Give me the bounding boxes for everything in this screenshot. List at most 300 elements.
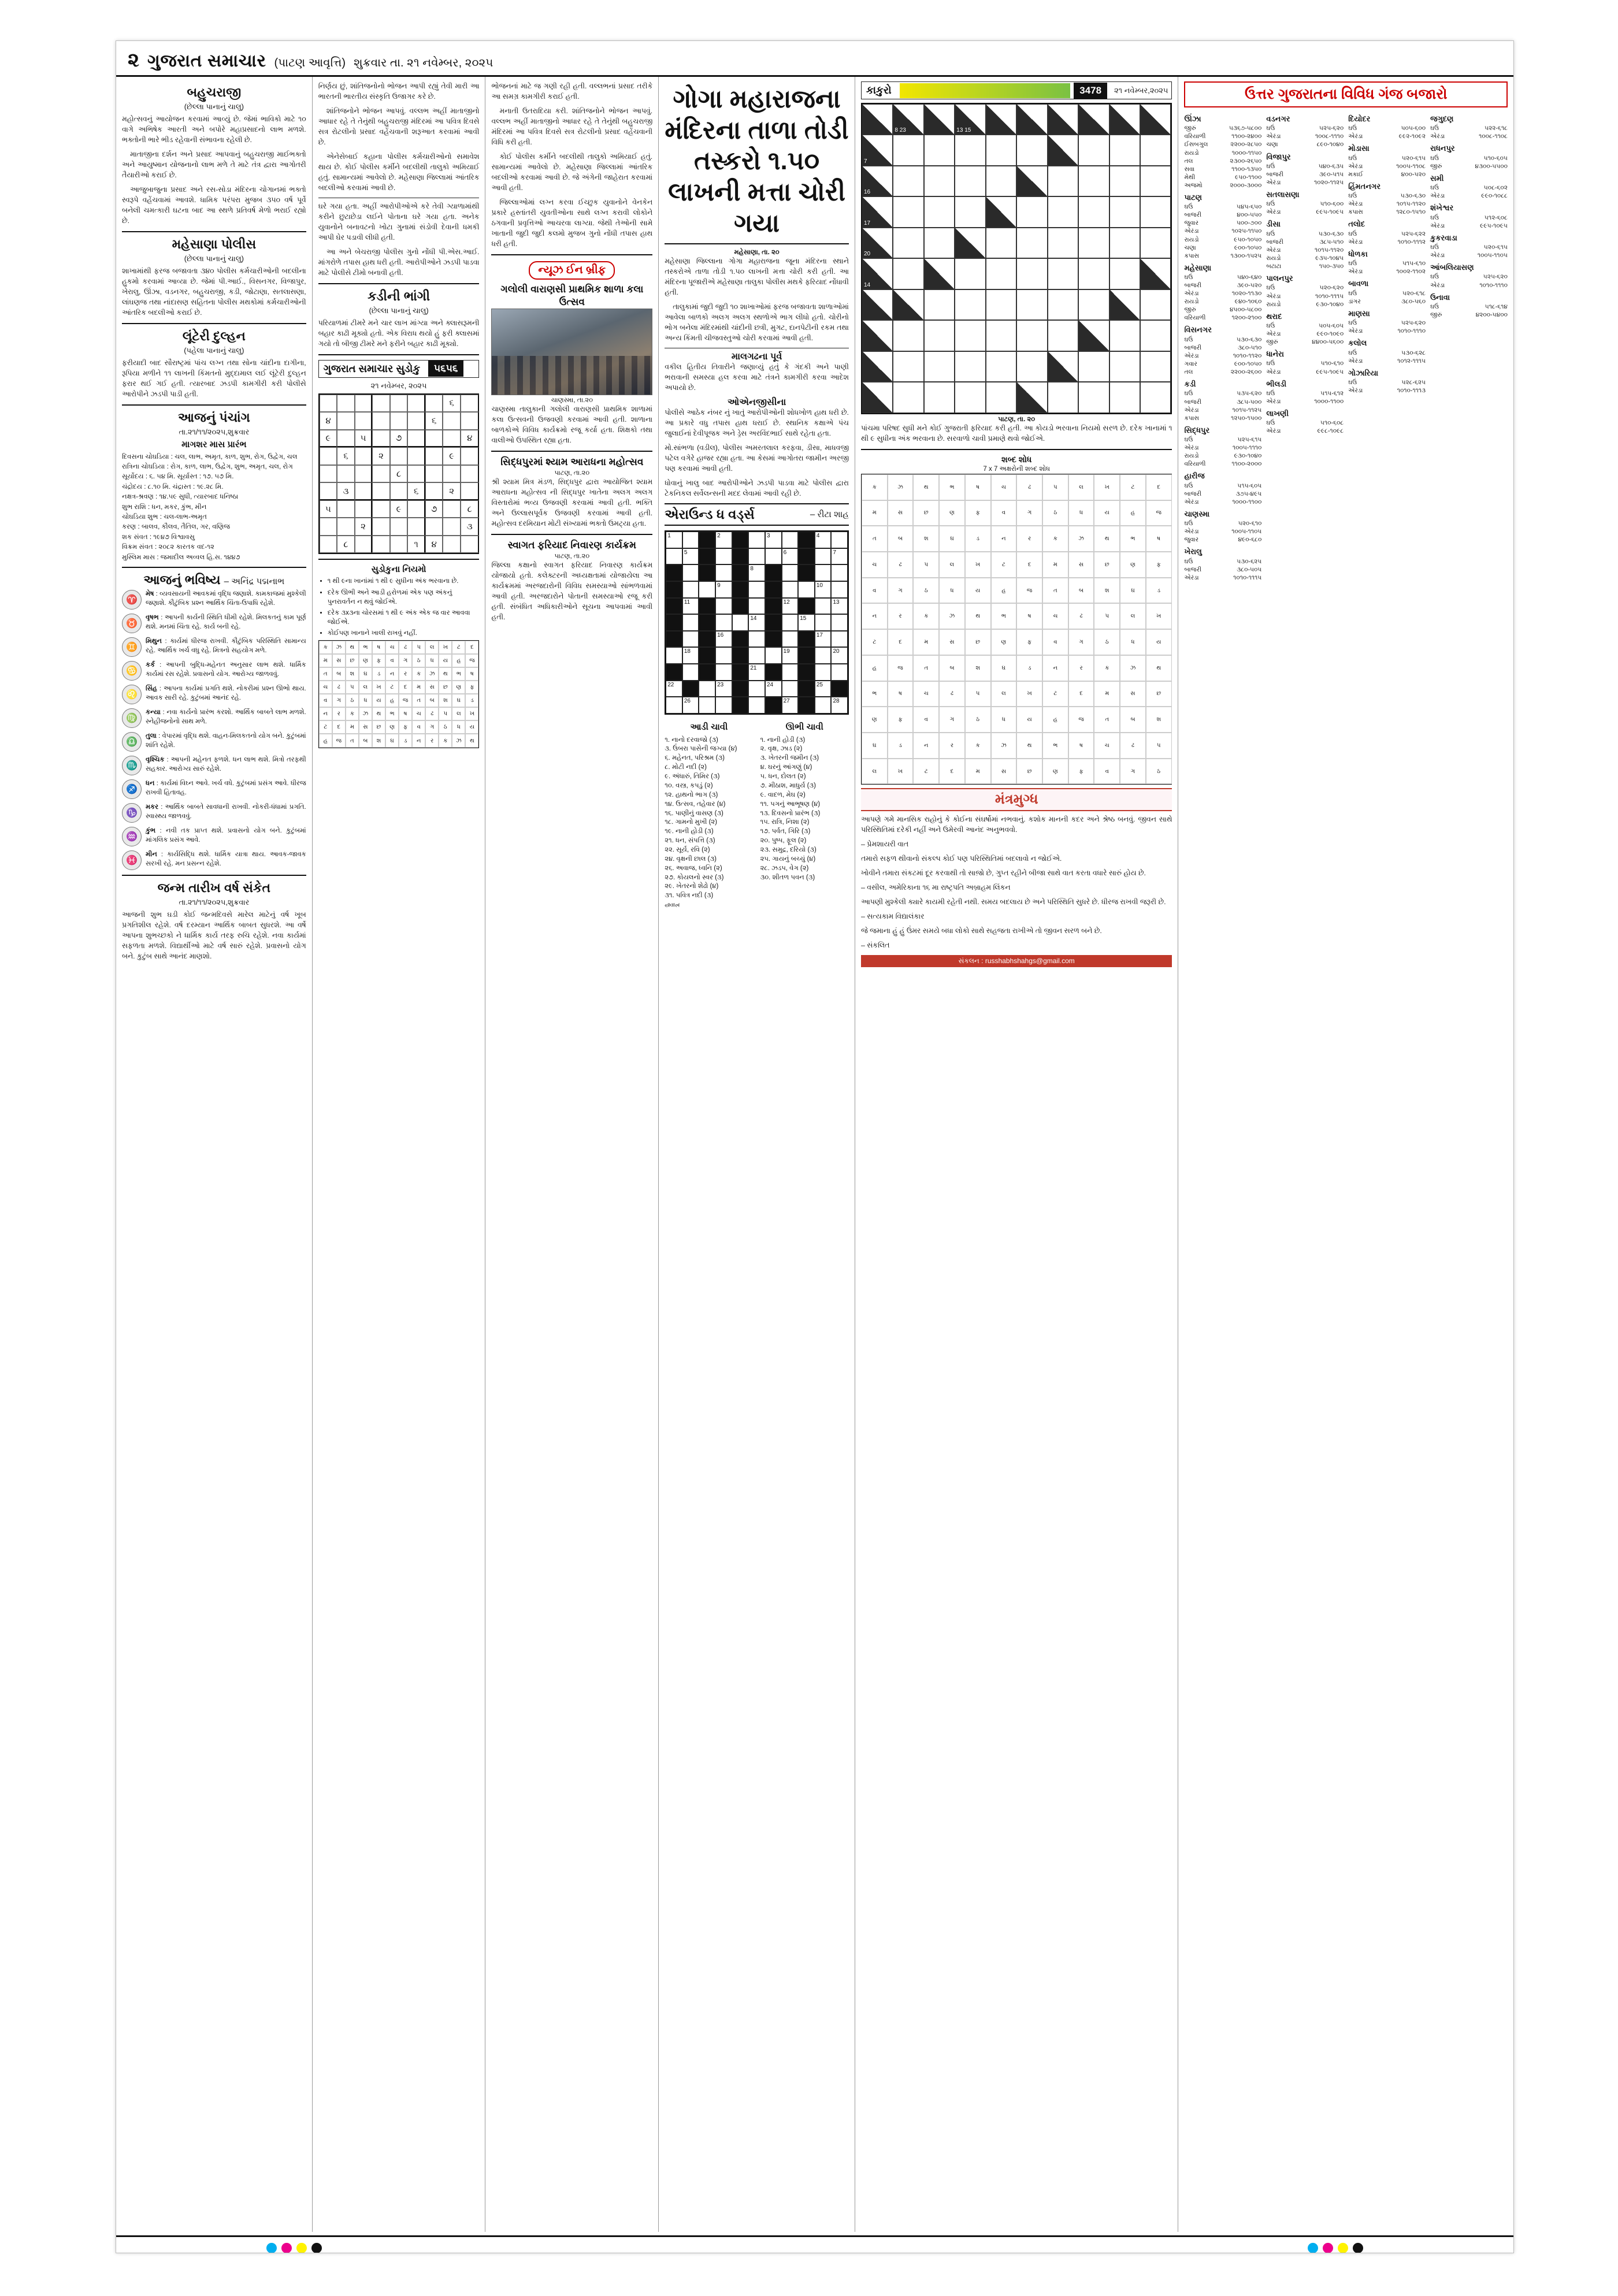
word-search-cell[interactable]: ઠ [412,654,425,667]
sudoku-cell[interactable]: ૫ [355,430,373,448]
word-search-cell[interactable]: લ [1120,603,1146,629]
crossword-cell[interactable] [748,647,765,664]
crossword-cell[interactable] [748,631,765,648]
word-search-cell[interactable]: ખ [439,641,452,654]
kakuro-cell[interactable] [1140,320,1171,351]
word-search-cell[interactable]: દ [332,720,346,734]
crossword-cell[interactable] [682,631,699,648]
kakuro-cell[interactable] [893,382,923,413]
word-search-grid[interactable] [318,640,480,748]
sudoku-cell[interactable] [337,412,355,430]
crossword-cell[interactable] [815,564,832,581]
word-search-cell[interactable]: વ [319,694,332,707]
word-search-cell[interactable]: ડ [965,526,991,552]
word-search-cell[interactable]: ઝ [1068,526,1094,552]
sudoku-cell[interactable]: ૪ [320,412,337,430]
word-search-cell[interactable]: ડ [372,667,385,681]
word-search-cell[interactable]: ઝ [1120,655,1146,681]
crossword-cell[interactable] [666,647,682,664]
word-search-cell[interactable]: ઢ [399,641,412,654]
word-search-cell[interactable]: ઘ [452,694,465,707]
word-search-cell[interactable]: જ [1068,707,1094,733]
crossword-cell[interactable] [831,564,848,581]
word-search-cell[interactable]: ધ [939,578,965,604]
crossword-cell[interactable] [715,681,732,697]
word-search-cell[interactable]: ડ [888,733,914,759]
sudoku-cell[interactable] [337,465,355,483]
sudoku-cell[interactable] [320,465,337,483]
sudoku-cell[interactable] [355,536,373,553]
word-search-cell[interactable]: ણ [1042,759,1068,785]
word-search-cell[interactable]: ટ [385,681,399,694]
crossword-cell[interactable] [782,598,799,615]
word-search-cell[interactable]: ઢ [1068,603,1094,629]
sudoku-cell[interactable] [407,518,425,536]
kakuro-cell[interactable] [1078,228,1109,258]
word-search-cell[interactable]: ક [319,641,332,654]
word-search-cell[interactable]: ત [1042,578,1068,604]
sudoku-cell[interactable] [320,536,337,553]
word-search-cell[interactable]: વ [991,500,1017,526]
crossword-cell[interactable] [765,548,782,565]
sudoku-cell[interactable] [443,536,461,553]
sudoku-cell[interactable] [443,465,461,483]
word-search-cell[interactable]: સ [1068,552,1094,578]
word-search-cell[interactable]: લ [862,759,888,785]
word-search-cell[interactable]: હ [319,734,332,747]
word-search-cell[interactable]: ક [346,707,359,720]
word-search-cell[interactable]: શ [439,694,452,707]
word-search-cell[interactable]: છ [1094,552,1120,578]
word-search-cell[interactable]: પ [913,552,939,578]
kakuro-cell[interactable] [955,351,985,382]
word-search-cell[interactable]: સ [888,500,914,526]
word-search-cell[interactable]: ય [372,694,385,707]
word-search-cell[interactable]: ફ [399,720,412,734]
word-search-cell[interactable]: ઝ [332,641,346,654]
word-search-cell[interactable]: પ [412,641,425,654]
word-search-cell[interactable]: ઘ [862,733,888,759]
sudoku-cell[interactable]: ૯ [443,447,461,465]
sudoku-cell[interactable]: ૩ [337,482,355,500]
word-search-cell[interactable]: ઢ [939,681,965,707]
word-search-cell[interactable]: શ [965,655,991,681]
word-search-cell[interactable]: ઠ [439,720,452,734]
word-search-cell[interactable]: દ [939,759,965,785]
word-search-cell[interactable]: થ [1146,655,1172,681]
word-search-cell[interactable]: ફ [1068,759,1094,785]
crossword-cell[interactable] [682,548,699,565]
crossword-cell[interactable] [815,548,832,565]
sudoku-cell[interactable] [390,447,408,465]
word-search-cell[interactable]: ક [913,603,939,629]
crossword-cell[interactable] [765,681,782,697]
word-search-cell[interactable]: દ [888,629,914,655]
word-search-cell[interactable]: ઠ [913,578,939,604]
sudoku-cell[interactable]: ૮ [390,465,408,483]
word-search-cell[interactable]: મ [412,681,425,694]
word-search-cell[interactable]: મ [965,759,991,785]
sudoku-cell[interactable] [320,518,337,536]
kakuro-cell[interactable] [924,166,955,196]
word-search-cell[interactable]: ગ [1068,629,1094,655]
crossword-cell[interactable] [715,614,732,631]
word-search-cell[interactable]: ટ [452,641,465,654]
kakuro-cell[interactable] [893,166,923,196]
word-search-cell[interactable]: ષ [965,474,991,500]
sudoku-cell[interactable] [461,395,478,413]
word-search-cell[interactable]: ન [1042,655,1068,681]
word-search-cell[interactable]: લ [359,681,372,694]
word-search-cell[interactable]: બ [359,734,372,747]
word-search-cell[interactable]: ણ [359,654,372,667]
kakuro-cell[interactable] [1140,289,1171,320]
word-search-cell[interactable]: ધ [452,720,465,734]
word-search-cell[interactable]: ન [412,734,425,747]
word-search-cell[interactable]: ઢ [425,707,439,720]
word-search-cell[interactable]: ચ [385,641,399,654]
word-search-cell[interactable]: થ [346,641,359,654]
sudoku-cell[interactable] [355,465,373,483]
word-search-cell[interactable]: લ [452,707,465,720]
word-search-cell[interactable]: ભ [991,603,1017,629]
sudoku-cell[interactable] [337,430,355,448]
kakuro-cell[interactable] [986,351,1016,382]
sudoku-cell[interactable] [372,412,390,430]
word-search-cell[interactable]: ચ [412,707,425,720]
sudoku-cell[interactable]: ૫ [320,500,337,518]
crossword-cell[interactable] [748,532,765,548]
word-search-cell[interactable]: ત [346,734,359,747]
kakuro-cell[interactable] [1016,320,1047,351]
word-search-cell[interactable]: ટ [862,629,888,655]
kakuro-cell[interactable] [986,289,1016,320]
crossword-cell[interactable] [782,681,799,697]
word-search-cell[interactable]: શ [372,734,385,747]
crossword-cell[interactable] [782,548,799,565]
kakuro-cell[interactable] [893,320,923,351]
word-search-cell[interactable]: વ [1042,629,1068,655]
sudoku-cell[interactable]: ૬ [443,395,461,413]
crossword-cell[interactable] [782,631,799,648]
kakuro-cell[interactable] [955,166,985,196]
sudoku-cell[interactable] [372,482,390,500]
kakuro-cell[interactable] [1048,320,1078,351]
sudoku-cell[interactable] [407,430,425,448]
kakuro-cell[interactable] [1048,228,1078,258]
crossword-cell[interactable] [782,564,799,581]
word-search-cell[interactable]: ર [939,733,965,759]
word-search-cell[interactable]: ર [332,707,346,720]
sudoku-cell[interactable] [425,395,443,413]
crossword-cell[interactable] [715,631,732,648]
word-search-cell[interactable]: દ [399,681,412,694]
kakuro-cell[interactable] [1016,135,1047,165]
sudoku-cell[interactable] [443,518,461,536]
kakuro-cell[interactable] [924,351,955,382]
kakuro-cell[interactable] [1140,196,1171,227]
kakuro-cell[interactable] [1109,382,1140,413]
word-search-cell[interactable]: શ [1094,578,1120,604]
word-search-cell[interactable]: ઢ [1016,474,1042,500]
crossword-cell[interactable] [748,681,765,697]
word-search-cell[interactable]: પ [1042,474,1068,500]
word-search-cell[interactable]: ધ [359,694,372,707]
word-search-cell[interactable]: ઝ [452,734,465,747]
word-search-cell[interactable]: થ [965,603,991,629]
sudoku-cell[interactable] [372,500,390,518]
word-search-cell[interactable]: દ [1068,681,1094,707]
sudoku-cell[interactable] [355,395,373,413]
word-search-cell[interactable]: ક [439,734,452,747]
word-search-cell[interactable]: ઝ [939,603,965,629]
word-search-cell[interactable]: પ [965,681,991,707]
kakuro-cell[interactable] [986,382,1016,413]
sudoku-cell[interactable]: ૨ [372,447,390,465]
sudoku-cell[interactable]: ૨ [355,518,373,536]
word-search-cell[interactable]: છ [1016,759,1042,785]
crossword-cell[interactable] [831,548,848,565]
kakuro-cell[interactable] [955,258,985,289]
sudoku-cell[interactable] [461,465,478,483]
word-search-big-grid[interactable] [861,474,1172,785]
sudoku-cell[interactable] [425,430,443,448]
word-search-cell[interactable]: થ [439,667,452,681]
kakuro-cell[interactable] [955,196,985,227]
kakuro-cell[interactable] [986,258,1016,289]
word-search-cell[interactable]: ન [913,733,939,759]
crossword-cell[interactable] [666,697,682,714]
crossword-cell[interactable] [699,581,715,598]
word-search-cell[interactable]: ય [1146,629,1172,655]
word-search-cell[interactable]: સ [332,654,346,667]
crossword-cell[interactable] [782,581,799,598]
kakuro-cell[interactable] [1078,258,1109,289]
crossword-cell[interactable] [815,664,832,681]
sudoku-cell[interactable]: ૭ [425,500,443,518]
word-search-cell[interactable]: ચ [862,552,888,578]
word-search-cell[interactable]: ઢ [888,552,914,578]
word-search-cell[interactable]: ઝ [991,733,1017,759]
crossword-cell[interactable] [666,548,682,565]
sudoku-cell[interactable] [320,395,337,413]
word-search-cell[interactable]: મ [319,654,332,667]
word-search-cell[interactable]: છ [346,654,359,667]
word-search-cell[interactable]: બ [1120,707,1146,733]
word-search-cell[interactable]: ડ [465,694,478,707]
word-search-cell[interactable]: ઢ [332,681,346,694]
kakuro-grid[interactable] [861,103,1172,414]
word-search-cell[interactable]: ય [1094,500,1120,526]
word-search-cell[interactable]: સ [1120,681,1146,707]
word-search-cell[interactable]: સ [425,681,439,694]
sudoku-cell[interactable]: ૯ [390,500,408,518]
sudoku-cell[interactable] [461,536,478,553]
word-search-cell[interactable]: વ [862,578,888,604]
word-search-cell[interactable]: જ [888,655,914,681]
kakuro-cell[interactable] [924,135,955,165]
crossword-cell[interactable] [765,532,782,548]
word-search-cell[interactable]: ષ [1068,733,1094,759]
word-search-cell[interactable]: ખ [465,707,478,720]
word-search-cell[interactable]: શ [913,526,939,552]
word-search-cell[interactable]: જ [332,734,346,747]
sudoku-cell[interactable]: ૪ [425,536,443,553]
kakuro-cell[interactable] [1016,289,1047,320]
kakuro-cell[interactable] [924,196,955,227]
crossword-cell[interactable] [782,532,799,548]
sudoku-cell[interactable] [320,447,337,465]
crossword-cell[interactable] [831,697,848,714]
word-search-cell[interactable]: લ [425,641,439,654]
word-search-cell[interactable]: ઘ [991,655,1017,681]
word-search-cell[interactable]: જ [1016,578,1042,604]
crossword-cell[interactable] [682,598,699,615]
kakuro-cell[interactable] [1048,382,1078,413]
word-search-cell[interactable]: ટ [991,552,1017,578]
sudoku-cell[interactable] [355,447,373,465]
word-search-cell[interactable]: ગ [399,654,412,667]
crossword-cell[interactable] [682,664,699,681]
word-search-cell[interactable]: લ [1068,474,1094,500]
crossword-cell[interactable] [715,664,732,681]
word-search-cell[interactable]: બ [425,694,439,707]
word-search-cell[interactable]: હ [1120,500,1146,526]
kakuro-cell[interactable] [1109,196,1140,227]
word-search-cell[interactable]: ટ [319,720,332,734]
kakuro-cell[interactable] [1016,258,1047,289]
kakuro-cell[interactable] [893,258,923,289]
sudoku-cell[interactable] [390,395,408,413]
word-search-cell[interactable]: ર [1016,526,1042,552]
kakuro-cell[interactable] [1109,258,1140,289]
sudoku-cell[interactable] [407,447,425,465]
crossword-cell[interactable] [715,564,732,581]
crossword-cell[interactable] [682,614,699,631]
sudoku-cell[interactable] [443,412,461,430]
word-search-cell[interactable]: ઘ [939,526,965,552]
sudoku-cell[interactable] [372,395,390,413]
crossword-cell[interactable] [699,697,715,714]
word-search-cell[interactable]: શ [1146,707,1172,733]
crossword-cell[interactable] [682,581,699,598]
crossword-cell[interactable] [815,631,832,648]
word-search-cell[interactable]: લ [939,552,965,578]
word-search-cell[interactable]: હ [862,655,888,681]
word-search-cell[interactable]: ડ [1016,655,1042,681]
word-search-cell[interactable]: ખ [1094,474,1120,500]
word-search-cell[interactable]: ખ [965,552,991,578]
sudoku-cell[interactable] [390,536,408,553]
word-search-cell[interactable]: ષ [1016,603,1042,629]
word-search-cell[interactable]: લ [991,681,1017,707]
word-search-cell[interactable]: ઠ [1094,629,1120,655]
sudoku-cell[interactable]: ૮ [337,536,355,553]
word-search-cell[interactable]: દ [1016,552,1042,578]
kakuro-cell[interactable] [1109,351,1140,382]
sudoku-cell[interactable]: ૧ [407,536,425,553]
sudoku-cell[interactable] [407,412,425,430]
crossword-cell[interactable] [748,581,765,598]
word-search-cell[interactable]: ગ [425,720,439,734]
crossword-cell[interactable] [682,532,699,548]
word-search-cell[interactable]: બ [888,526,914,552]
word-search-cell[interactable]: ગ [332,694,346,707]
crossword-cell[interactable] [765,647,782,664]
word-search-cell[interactable]: જ [465,654,478,667]
word-search-cell[interactable]: વ [913,707,939,733]
word-search-cell[interactable]: ધ [1120,629,1146,655]
kakuro-cell[interactable] [893,228,923,258]
word-search-cell[interactable]: ગ [1016,500,1042,526]
word-search-cell[interactable]: ટ [1120,474,1146,500]
crossword-cell[interactable] [815,598,832,615]
word-search-cell[interactable]: ષ [399,707,412,720]
word-search-cell[interactable]: ય [1016,707,1042,733]
crossword-cell[interactable] [748,697,765,714]
kakuro-cell[interactable] [1140,166,1171,196]
word-search-cell[interactable]: ઘ [385,734,399,747]
word-search-cell[interactable]: થ [372,707,385,720]
word-search-cell[interactable]: થ [1094,526,1120,552]
crossword-cell[interactable] [732,614,749,631]
word-search-cell[interactable]: શ [346,667,359,681]
sudoku-cell[interactable]: ૬ [425,412,443,430]
crossword-cell[interactable] [815,647,832,664]
sudoku-cell[interactable] [337,395,355,413]
word-search-cell[interactable]: બ [939,655,965,681]
crossword-cell[interactable] [831,614,848,631]
crossword-cell[interactable] [666,681,682,697]
word-search-cell[interactable]: ભ [385,707,399,720]
word-search-cell[interactable]: ઠ [1042,500,1068,526]
sudoku-cell[interactable] [372,536,390,553]
crossword-cell[interactable] [798,581,815,598]
word-search-cell[interactable]: હ [1042,707,1068,733]
crossword-cell[interactable] [682,647,699,664]
sudoku-cell[interactable] [443,430,461,448]
kakuro-cell[interactable] [1109,135,1140,165]
word-search-cell[interactable]: મ [346,720,359,734]
word-search-cell[interactable]: ઝ [359,707,372,720]
word-search-cell[interactable]: સ [359,720,372,734]
crossword-cell[interactable] [715,647,732,664]
word-search-cell[interactable]: બ [332,667,346,681]
word-search-cell[interactable]: ભ [1120,526,1146,552]
word-search-cell[interactable]: છ [372,720,385,734]
sudoku-cell[interactable] [372,465,390,483]
word-search-cell[interactable]: ય [965,578,991,604]
word-search-cell[interactable]: મ [1042,552,1068,578]
word-search-cell[interactable]: વ [385,654,399,667]
word-search-cell[interactable]: ય [465,720,478,734]
kakuro-cell[interactable] [1048,289,1078,320]
sudoku-cell[interactable] [425,465,443,483]
word-search-cell[interactable]: ષ [372,641,385,654]
word-search-cell[interactable]: છ [913,500,939,526]
kakuro-cell[interactable] [986,135,1016,165]
word-search-cell[interactable]: ખ [372,681,385,694]
crossword-cell[interactable] [815,532,832,548]
word-search-cell[interactable]: દ [465,641,478,654]
word-search-cell[interactable]: ણ [862,707,888,733]
sudoku-cell[interactable] [425,518,443,536]
sudoku-cell[interactable]: ૩ [461,518,478,536]
sudoku-cell[interactable] [461,482,478,500]
crossword-cell[interactable] [782,697,799,714]
word-search-cell[interactable]: ઢ [1120,733,1146,759]
sudoku-cell[interactable] [337,500,355,518]
